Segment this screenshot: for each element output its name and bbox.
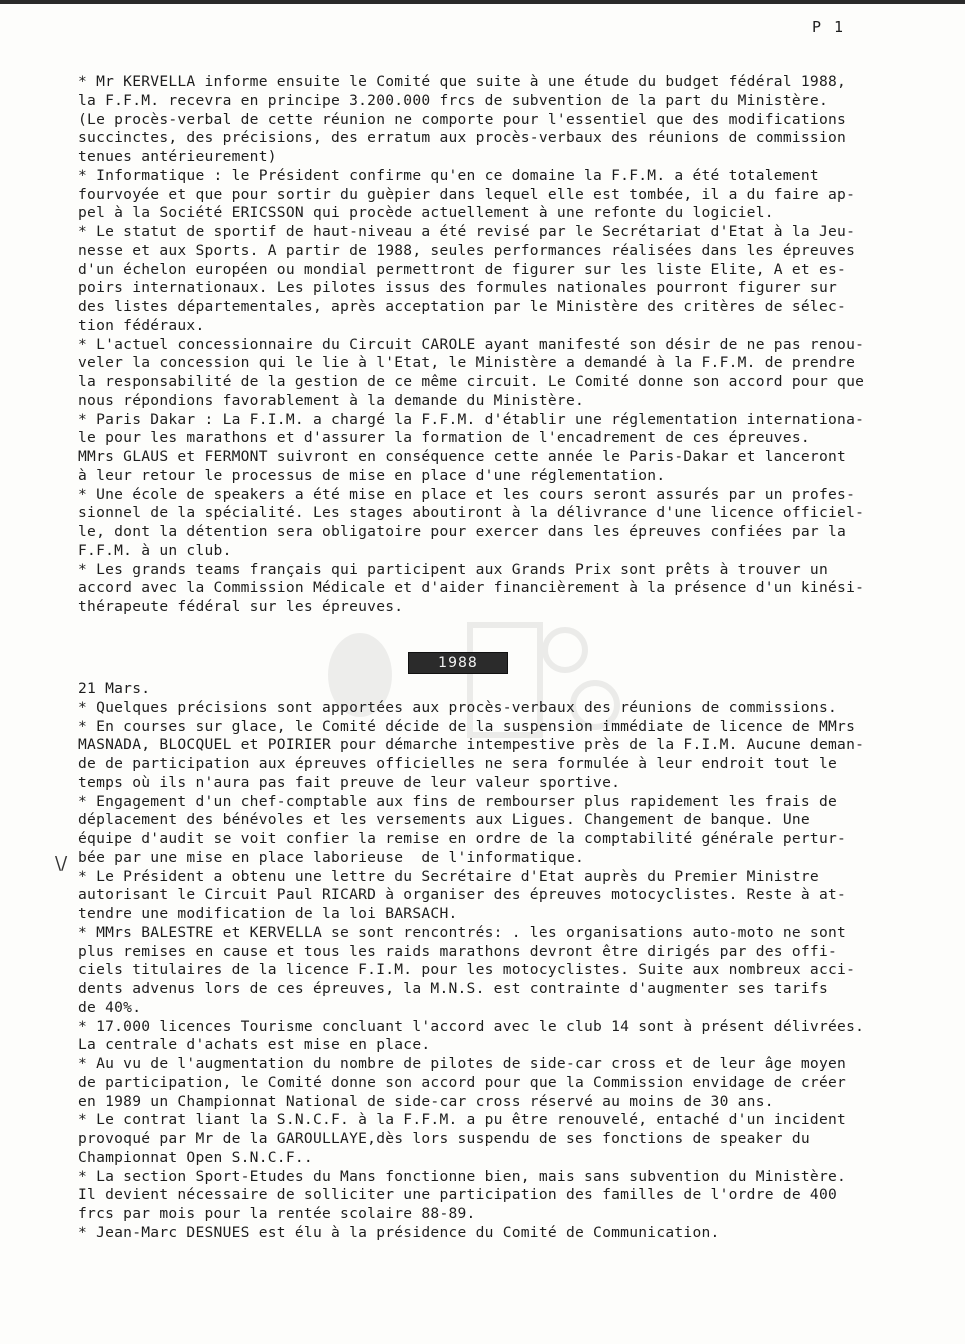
text-line: temps où ils n'aura pas fait preuve de leur valeur sportive. bbox=[78, 773, 621, 791]
text-line: bée par une mise en place laborieuse de l'informatique. bbox=[78, 848, 585, 866]
text-line: F.F.M. à un club. bbox=[78, 541, 232, 559]
text-line: accord avec la Commission Médicale et d'aider financièrement à la présence d'un kinési- bbox=[78, 579, 865, 597]
text-line: 21 Mars. bbox=[78, 680, 151, 697]
text-line: de de participation aux épreuves officielles ne sera formulée à leur endroit tout le bbox=[78, 755, 838, 772]
text-line: * La section Sport-Etudes du Mans fonctionne bien, mais sans subvention du Ministère. bbox=[78, 1167, 847, 1185]
text-line: * Une école de speakers a été mise en place et les cours seront assurés par un profes- bbox=[78, 485, 856, 503]
text-line: MMrs GLAUS et FERMONT suivront en conséquence cette année le Paris-Dakar et lanceront bbox=[78, 448, 847, 465]
text-line: plus remises en cause et tous les raids marathons devront être dirigés par des offi- bbox=[78, 942, 838, 960]
text-line: d'un échelon européen ou mondial permettront de figurer sur les liste Elite, A et es- bbox=[78, 260, 847, 278]
text-line: sionnel de la spécialité. Les stages aboutiront à la délivrance d'une licence officiel- bbox=[78, 504, 865, 522]
text-line: * Les grands teams français qui participent aux Grands Prix sont prêts à trouver un bbox=[78, 560, 829, 578]
text-line: * L'actuel concessionnaire du Circuit CAROLE ayant manifesté son désir de ne pas renou- bbox=[78, 335, 865, 353]
text-line: le, dont la détention sera obligatoire pour exercer dans les épreuves confiées par la bbox=[78, 523, 847, 540]
text-line: veler la concession qui le lie à l'Etat, le Ministère a demandé à la F.F.M. de prendre bbox=[78, 354, 856, 372]
text-line: à leur retour le processus de mise en place d'une réglementation. bbox=[78, 466, 666, 484]
text-line: * Mr KERVELLA informe ensuite le Comité que suite à une étude du budget fédéral 1988, bbox=[78, 73, 847, 90]
text-line: * Au vu de l'augmentation du nombre de pilotes de side-car cross et de leur âge moyen bbox=[78, 1055, 847, 1072]
text-line: la F.F.M. recevra en principe 3.200.000 frcs de subvention de la part du Ministère. bbox=[78, 91, 829, 109]
text-line: * Informatique : le Président confirme qu'en ce domaine la F.F.M. a été totalement bbox=[78, 166, 819, 184]
text-line: tenues antérieurement) bbox=[78, 148, 277, 165]
text-line: * En courses sur glace, le Comité décide de la suspension immédiate de licence de MMrs bbox=[78, 717, 856, 735]
text-line: tendre une modification de la loi BARSACH. bbox=[78, 905, 458, 922]
text-line: Championnat Open S.N.C.F.. bbox=[78, 1148, 313, 1166]
text-line: ciels titulaires de la licence F.I.M. pour les motocyclistes. Suite aux nombreux acci- bbox=[78, 961, 856, 979]
text-line: * Le contrat liant la S.N.C.F. à la F.F.M. a pu être renouvelé, entaché d'un incident bbox=[78, 1111, 847, 1129]
text-line: * Jean-Marc DESNUES est élu à la présidence du Comité de Communication. bbox=[78, 1223, 720, 1241]
text-line: Il devient nécessaire de solliciter une participation des familles de l'ordre de 400 bbox=[78, 1186, 838, 1204]
minutes-section-21-mars bbox=[78, 680, 926, 1243]
text-line: tion fédéraux. bbox=[78, 316, 205, 334]
text-line: de participation, le Comité donne son accord pour que la Commission envidage de créer bbox=[78, 1073, 847, 1091]
text-line: La centrale d'achats est mise en place. bbox=[78, 1036, 431, 1054]
text-line: * Quelques précisions sont apportées aux procès-verbaux des réunions de commissions. bbox=[78, 698, 838, 716]
text-line: la responsabilité de la gestion de ce même circuit. Le Comité donne son accord pour que bbox=[78, 373, 865, 390]
text-line: * MMrs BALESTRE et KERVELLA se sont rencontrés: . les organisations auto-moto ne sont bbox=[78, 923, 847, 941]
text-line: provoqué par Mr de la GAROULLAYE,dès lors suspendu de ses fonctions de speaker du bbox=[78, 1130, 810, 1147]
text-line: fourvoyée et que pour sortir du guèpier dans lequel elle est tombée, il a du faire ap- bbox=[78, 185, 856, 203]
page-number: P 1 bbox=[812, 18, 846, 36]
text-line: le pour les marathons et d'assurer la formation de l'encadrement de ces épreuves. bbox=[78, 429, 810, 447]
text-line: des listes départementales, après acceptation par le Ministère des critères de sélec- bbox=[78, 298, 847, 315]
minutes-section-budget bbox=[78, 73, 926, 617]
text-line: * Engagement d'un chef-comptable aux fins de rembourser plus rapidement les frais de bbox=[78, 792, 838, 810]
text-line: dents advenus lors de ces épreuves, la M.N.S. est contrainte d'augmenter ses tarifs bbox=[78, 980, 829, 997]
text-line: (Le procès-verbal de cette réunion ne comporte pour l'essentiel que des modifications bbox=[78, 110, 847, 128]
text-line: nous répondions favorablement à la demande du Ministère. bbox=[78, 391, 585, 409]
text-line: MASNADA, BLOCQUEL et POIRIER pour démarche intempestive près de la F.I.M. Aucune deman- bbox=[78, 736, 865, 754]
text-line: frcs par mois pour la rentée scolaire 88-89. bbox=[78, 1205, 476, 1222]
handwritten-margin-mark: \/ bbox=[55, 853, 68, 874]
text-line: de 40%. bbox=[78, 998, 142, 1016]
text-line: en 1989 un Championnat National de side-car cross réservé au moins de 30 ans. bbox=[78, 1092, 774, 1110]
top-border-rule bbox=[0, 0, 965, 4]
text-line: équipe d'audit se voit confier la remise en ordre de la comptabilité générale pertur- bbox=[78, 830, 847, 847]
text-line: pel à la Société ERICSSON qui procède actuellement à une refonte du logiciel. bbox=[78, 204, 774, 222]
text-line: * Le statut de sportif de haut-niveau a été revisé par le Secrétariat d'Etat à la Jeu- bbox=[78, 223, 856, 240]
text-line: thérapeute fédéral sur les épreuves. bbox=[78, 598, 404, 615]
text-line: nesse et aux Sports. A partir de 1988, seules performances réalisées dans les épreuves bbox=[78, 241, 856, 259]
text-line: poirs internationaux. Les pilotes issus des formules nationales pourront figurer sur bbox=[78, 279, 838, 297]
text-line: * Paris Dakar : La F.I.M. a chargé la F.F.M. d'établir une réglementation internationa- bbox=[78, 410, 865, 428]
year-badge: 1988 bbox=[408, 652, 508, 674]
text-line: * 17.000 licences Tourisme concluant l'accord avec le club 14 sont à présent délivrées. bbox=[78, 1017, 865, 1035]
text-line: * Le Président a obtenu une lettre du Secrétaire d'Etat auprès du Premier Ministre bbox=[78, 867, 819, 885]
text-line: déplacement des bénévoles et les versements aux Ligues. Changement de banque. Une bbox=[78, 811, 810, 829]
text-line: succinctes, des précisions, des erratum aux procès-verbaux des réunions de commission bbox=[78, 129, 847, 147]
text-line: autorisant le Circuit Paul RICARD à organiser des épreuves motocyclistes. Reste à at- bbox=[78, 886, 847, 904]
